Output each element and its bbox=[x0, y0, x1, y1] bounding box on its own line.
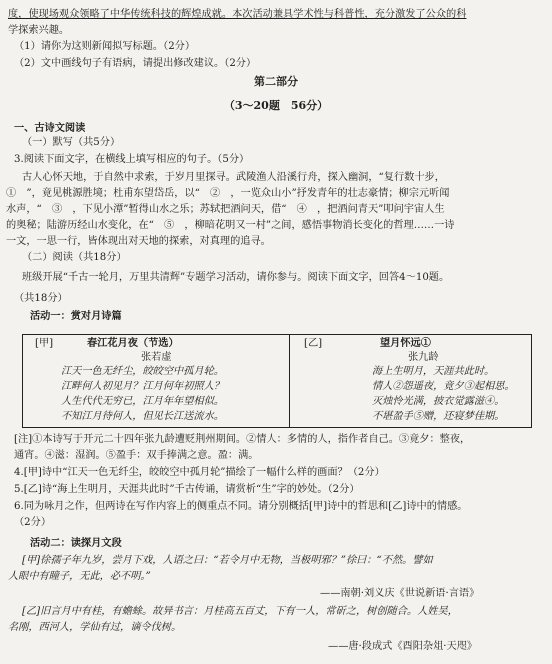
reading-total: （共18分） bbox=[14, 293, 68, 304]
underlined-sentence: 度，使现场观众领略了中华传统科技的辉煌成就。本次活动兼具学术性与科普性，充分激发了公众的科 bbox=[8, 9, 467, 20]
question-1-1: （1）请你为这则新闻拟写标题。（2分） bbox=[14, 41, 196, 52]
question-5: 5.[乙]诗“海上生明月，天涯共此时”千古传诵，请赏析“生”字的妙处。（2分） bbox=[14, 484, 360, 495]
part-title: 第二部分 bbox=[254, 75, 298, 88]
section-heading: 一、古诗文阅读 bbox=[14, 122, 86, 134]
poem-a-label: [甲] bbox=[35, 338, 54, 349]
text-a-line-2: 人眼中有瞳子，无此，必不明。” bbox=[8, 571, 151, 582]
poem-b-line: 海上生明月，天涯共此时。 bbox=[372, 366, 495, 377]
text-a-source: ——南朝·刘义庆《世说新语·言语》 bbox=[320, 588, 480, 599]
poem-table bbox=[22, 334, 532, 428]
activity-intro: 班级开展“千古一轮月，万里共清辉”专题学习活动，请你参与。阅读下面文字，回答4～10题。 bbox=[22, 272, 450, 283]
poem-a-title: 春江花月夜（节选） bbox=[87, 337, 179, 349]
poem-b-author: 张九龄 bbox=[408, 352, 439, 363]
poem-a bbox=[23, 335, 290, 427]
activity-1-title: 活动一：赏对月诗篇 bbox=[30, 310, 122, 322]
question-1-2: （2）文中画线句子有语病，请提出修改建议。（2分） bbox=[14, 58, 257, 69]
notes-line-2: 通宵。④滋：湿润。⑤盈手：双手捧满之意。盈：满。 bbox=[14, 450, 259, 461]
poem-a-line: 江畔何人初见月？江月何年初照人？ bbox=[61, 381, 224, 392]
passage-line-2: ① ”，竟见桃源胜境；杜甫东望岱岳，以“ ② ，一览众山小”抒发青年的壮志豪情；柳宗元听闻 bbox=[6, 188, 450, 199]
poem-b-label: [乙] bbox=[304, 338, 323, 349]
text-a-line-1: [甲]徐孺子年九岁，尝月下戏，人语之曰：“若令月中无物，当极明邪？”徐曰：“不然。譬如 bbox=[22, 555, 433, 566]
subsection-reading: （二）阅读（共18分） bbox=[22, 252, 127, 263]
passage-line-3: 水声，“ ③ ，下见小潭”暂得山水之乐；苏轼把酒问天，借“ ④ ，把酒问青天”叩问宇宙人生 bbox=[6, 204, 445, 215]
poem-b-title: 望月怀远① bbox=[380, 337, 431, 349]
poem-a-line: 不知江月待何人，但见长江送流水。 bbox=[61, 411, 224, 422]
poem-b-line: 情人②怨遥夜，竟夕③起相思。 bbox=[372, 381, 515, 392]
text-b-line-2: 名刚，西河人，学仙有过，谪令伐树。 bbox=[8, 622, 182, 633]
question-6: 6.同为咏月之作，但两诗在写作内容上的侧重点不同。请分别概括[甲]诗中的哲思和[乙]诗中的情感。 bbox=[14, 501, 468, 512]
question-4: 4.[甲]诗中“江天一色无纤尘，皎皎空中孤月轮”描绘了一幅什么样的画面？（2分） bbox=[14, 467, 385, 478]
passage-line-1: 古人心怀天地，于自然中求索，于岁月里探寻。武陵渔人沿溪行舟，探入幽洞，“复行数十步， bbox=[22, 172, 445, 183]
subsection-dictation: （一）默写（共5分） bbox=[22, 137, 121, 148]
poem-a-author: 张若虚 bbox=[141, 352, 172, 363]
question-3: 3.阅读下面文字，在横线上填写相应的句子。（5分） bbox=[14, 154, 250, 165]
poem-b bbox=[290, 335, 531, 427]
poem-b-line: 灭烛怜光满，披衣觉露滋④。 bbox=[372, 396, 505, 407]
text-b-line-1: [乙]旧言月中有桂，有蟾蜍。故异书言：月桂高五百丈，下有一人，常斫之，树创随合。人姓吴， bbox=[22, 606, 458, 617]
passage-line-5: 一文，一思一行，皆体现出对天地的探索，对真理的追寻。 bbox=[6, 236, 271, 247]
passage-line-4: 的奥秘；陆游历经山水变化，在“ ⑤ ，柳暗花明又一村”之间，感悟事物消长变化的哲理……一诗 bbox=[6, 220, 455, 231]
top-line-2: 学探索兴趣。 bbox=[8, 25, 70, 36]
notes-line-1: [注]①本诗写于开元二十四年张九龄遭贬荆州期间。②情人：多情的人，指作者自己。③竟夕：整夜， bbox=[14, 434, 471, 445]
activity-2-title: 活动二：读探月文段 bbox=[30, 537, 122, 549]
part-subtitle: （3～20题 56分） bbox=[223, 99, 329, 112]
question-6-points: （2分） bbox=[14, 517, 52, 528]
poem-b-line: 不堪盈手⑤赠，还寝梦佳期。 bbox=[372, 411, 505, 422]
text-b-source: ——唐·段成式《酉阳杂俎·天咫》 bbox=[328, 641, 478, 652]
poem-a-line: 人生代代无穷已，江月年年望相似。 bbox=[61, 396, 224, 407]
top-line-1 bbox=[8, 8, 466, 22]
poem-a-line: 江天一色无纤尘，皎皎空中孤月轮。 bbox=[61, 366, 224, 377]
